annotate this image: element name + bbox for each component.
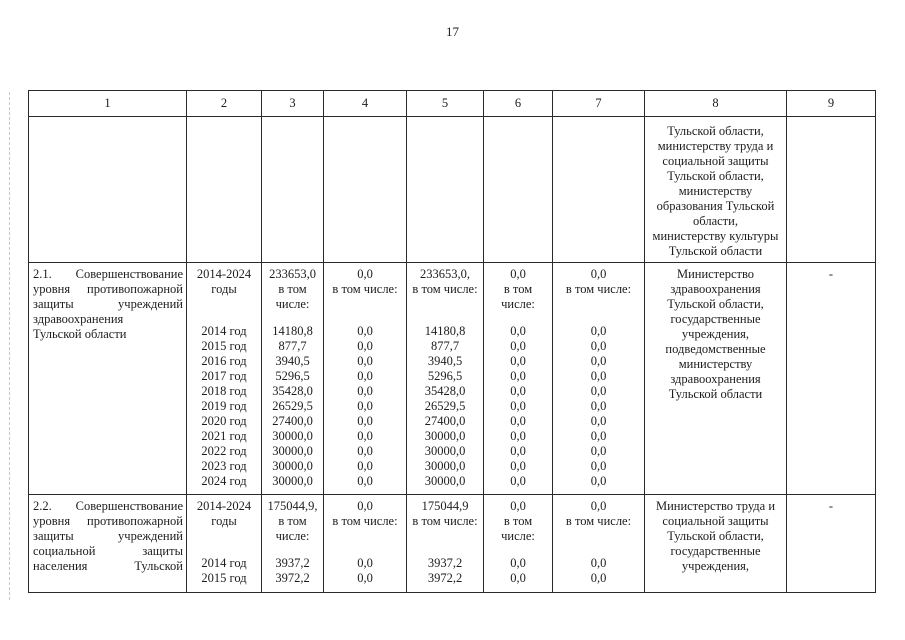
col6-summary-line: в том (503, 514, 533, 528)
col3-year-value: 3972,2 (275, 571, 310, 585)
header-col8: 8 (645, 91, 787, 117)
col4-summary-line: в том числе: (332, 282, 398, 296)
col7-cell (553, 263, 645, 495)
year-label: 2016 год (201, 354, 247, 368)
col4-year-value: 0,0 (357, 339, 373, 353)
responsible-line: министерству культуры (652, 229, 779, 243)
col7-year-value: 0,0 (590, 459, 607, 473)
year-label: 2022 год (201, 444, 247, 458)
page-number: 17 (446, 24, 459, 39)
col4-year-value: 0,0 (357, 384, 373, 398)
col5-summary-line: 233653,0, (420, 267, 470, 281)
year-label: 2015 год (201, 339, 247, 353)
col9-value: - (828, 499, 834, 513)
year-label: 2019 год (201, 399, 247, 413)
col4-summary-line: 0,0 (357, 499, 373, 513)
header-col2: 2 (187, 91, 262, 117)
col5-year-value: 3972,2 (427, 571, 463, 585)
responsible-line: Тульской области (668, 244, 763, 258)
col5-year-value: 26529,5 (424, 399, 466, 413)
col4-year-value: 0,0 (357, 354, 373, 368)
period-summary-line: годы (211, 282, 237, 296)
col7-year-value: 0,0 (590, 429, 607, 443)
col7-summary (555, 267, 642, 324)
responsible-line: социальной защиты (662, 514, 769, 528)
col6-year-value: 0,0 (510, 556, 526, 570)
measure-name-line: социальной защиты (33, 544, 183, 558)
year-label: 2020 год (201, 414, 247, 428)
col5-value-list (409, 556, 481, 586)
period-summary (189, 267, 259, 324)
col3-summary-line: в том (278, 514, 307, 528)
col6-value-list (486, 556, 550, 586)
col6-year-value: 0,0 (510, 339, 526, 353)
responsible-line: учреждения, (681, 559, 750, 573)
continuation-col7-cell (553, 117, 645, 263)
measure-name-cell (29, 263, 187, 495)
col9-value: - (828, 267, 834, 281)
responsible-line: подведомственные (665, 342, 766, 356)
col5-summary-line: в том числе: (412, 282, 478, 296)
col5-year-value: 30000,0 (424, 474, 466, 488)
col7-year-value: 0,0 (590, 384, 607, 398)
responsible-cell (645, 263, 787, 495)
col5-year-value: 30000,0 (424, 459, 466, 473)
responsible-line: государственные (670, 544, 761, 558)
col7-year-value: 0,0 (590, 369, 607, 383)
measure-name-line: здравоохранения (33, 312, 124, 326)
col6-year-value: 0,0 (510, 354, 526, 368)
continuation-col3-cell (262, 117, 324, 263)
header-col5: 5 (407, 91, 484, 117)
col7-summary-line: 0,0 (590, 267, 607, 281)
responsible-line: Министерство труда и (655, 499, 776, 513)
responsible-line: министерству труда и (657, 139, 774, 153)
col3-summary-line: 233653,0 (269, 267, 316, 281)
col3-summary-line: в том (278, 282, 307, 296)
col5-year-value: 35428,0 (424, 384, 466, 398)
year-list (189, 324, 259, 489)
continuation-col6-cell (484, 117, 553, 263)
responsible-line: образования Тульской (656, 199, 775, 213)
year-label: 2017 год (201, 369, 247, 383)
responsible-cell (645, 495, 787, 593)
year-list (189, 556, 259, 586)
period-summary (189, 499, 259, 556)
col7-summary-line: в том числе: (565, 282, 632, 296)
col3-cell (262, 495, 324, 593)
col3-summary (264, 499, 321, 556)
measure-name-line: 2.1. Совершенствование (33, 267, 183, 281)
col3-value-list (264, 324, 321, 489)
col4-summary-line: в том числе: (332, 514, 398, 528)
responsible-line: Тульской области, (667, 529, 764, 543)
col4-summary-line: 0,0 (357, 267, 373, 281)
col4-summary (326, 499, 404, 556)
responsible-line: Тульской области (668, 387, 763, 401)
col6-summary-line: в том (503, 282, 533, 296)
col4-cell (324, 495, 407, 593)
col5-summary-line: 175044,9 (421, 499, 469, 513)
col3-year-value: 3937,2 (275, 556, 310, 570)
continuation-col5-cell (407, 117, 484, 263)
col6-summary-line: числе: (501, 529, 535, 543)
col3-year-value: 30000,0 (272, 444, 313, 458)
col5-year-value: 14180,8 (424, 324, 466, 338)
year-label: 2023 год (201, 459, 247, 473)
year-label: 2024 год (201, 474, 247, 488)
col3-year-value: 30000,0 (272, 459, 313, 473)
header-col6: 6 (484, 91, 553, 117)
col5-value-list (409, 324, 481, 489)
responsible-line: учреждения, (681, 327, 750, 341)
col6-year-value: 0,0 (510, 571, 526, 585)
measure-name-line: защиты учреждений (33, 297, 183, 311)
year-label: 2015 год (201, 571, 247, 585)
col4-value-list (326, 324, 404, 489)
col4-year-value: 0,0 (357, 556, 373, 570)
continuation-responsible-cell (645, 117, 787, 263)
col7-summary (555, 499, 642, 556)
col5-year-value: 3937,2 (427, 556, 463, 570)
col4-year-value: 0,0 (357, 571, 373, 585)
col7-year-value: 0,0 (590, 414, 607, 428)
year-label: 2018 год (201, 384, 247, 398)
period-summary-line: 2014-2024 (196, 267, 252, 281)
measure-name-line: уровня противопожарной (33, 514, 183, 528)
responsible-line: здравоохранения (670, 372, 761, 386)
col6-summary-line: 0,0 (510, 267, 526, 281)
measure-name-cell (29, 495, 187, 593)
responsible-line: Тульской области, (667, 297, 764, 311)
col7-cell (553, 495, 645, 593)
col3-year-value: 35428,0 (272, 384, 313, 398)
responsible-line: министерству (678, 357, 753, 371)
col6-year-value: 0,0 (510, 369, 526, 383)
col3-year-value: 27400,0 (272, 414, 313, 428)
col6-year-value: 0,0 (510, 399, 526, 413)
col5-summary (409, 499, 481, 556)
col7-year-value: 0,0 (590, 444, 607, 458)
continuation-col4-cell (324, 117, 407, 263)
period-summary-line: 2014-2024 (196, 499, 252, 513)
col4-year-value: 0,0 (357, 369, 373, 383)
col7-value-list (555, 324, 642, 489)
measure-name-line: защиты учреждений (33, 529, 183, 543)
col4-year-value: 0,0 (357, 444, 373, 458)
col3-year-value: 30000,0 (272, 429, 313, 443)
col3-summary-line: числе: (275, 297, 310, 311)
continuation-col2-cell (187, 117, 262, 263)
col7-year-value: 0,0 (590, 324, 607, 338)
responsible-line: Тульской области, (667, 169, 764, 183)
col6-year-value: 0,0 (510, 324, 526, 338)
measure-name-line: населения Тульской (33, 559, 183, 573)
col7-year-value: 0,0 (590, 354, 607, 368)
col9-cell (787, 495, 876, 593)
scan-edge-mark (9, 92, 10, 600)
header-col7: 7 (553, 91, 645, 117)
responsible-line: Министерство (676, 267, 755, 281)
col5-cell (407, 495, 484, 593)
col6-year-value: 0,0 (510, 444, 526, 458)
responsible-line: государственные (670, 312, 761, 326)
responsible-line: здравоохранения (670, 282, 761, 296)
measure-name-line: Тульской области (33, 327, 127, 341)
col3-summary-line: 175044,9, (267, 499, 318, 513)
col6-summary-line: числе: (501, 297, 535, 311)
header-col4: 4 (324, 91, 407, 117)
col7-year-value: 0,0 (590, 399, 607, 413)
col3-year-value: 14180,8 (272, 324, 313, 338)
year-label: 2014 год (201, 556, 247, 570)
col5-year-value: 5296,5 (427, 369, 463, 383)
col6-cell (484, 263, 553, 495)
col6-summary (486, 499, 550, 556)
col7-summary-line: в том числе: (565, 514, 632, 528)
col7-year-value: 0,0 (590, 556, 607, 570)
col6-summary (486, 267, 550, 324)
col6-value-list (486, 324, 550, 489)
col9-cell (787, 263, 876, 495)
col5-year-value: 30000,0 (424, 444, 466, 458)
col3-year-value: 5296,5 (275, 369, 310, 383)
col7-summary-line: 0,0 (590, 499, 607, 513)
year-label: 2014 год (201, 324, 247, 338)
col5-year-value: 3940,5 (427, 354, 463, 368)
col3-cell (262, 263, 324, 495)
col3-value-list (264, 556, 321, 586)
col5-year-value: 27400,0 (424, 414, 466, 428)
col4-value-list (326, 556, 404, 586)
col3-summary-line: числе: (275, 529, 310, 543)
col4-year-value: 0,0 (357, 399, 373, 413)
col3-year-value: 26529,5 (272, 399, 313, 413)
col3-year-value: 877,7 (278, 339, 307, 353)
program-table (28, 90, 876, 593)
continuation-col9-cell (787, 117, 876, 263)
col3-summary (264, 267, 321, 324)
col6-cell (484, 495, 553, 593)
col3-year-value: 30000,0 (272, 474, 313, 488)
period-cell (187, 495, 262, 593)
col7-year-value: 0,0 (590, 571, 607, 585)
col4-year-value: 0,0 (357, 324, 373, 338)
col6-year-value: 0,0 (510, 414, 526, 428)
period-cell (187, 263, 262, 495)
responsible-line: Тульской области, (667, 124, 764, 138)
continuation-col1-cell (29, 117, 187, 263)
col7-year-value: 0,0 (590, 474, 607, 488)
year-label: 2021 год (201, 429, 247, 443)
col7-year-value: 0,0 (590, 339, 607, 353)
responsible-line: министерству (678, 184, 753, 198)
responsible-line: области, (693, 214, 738, 228)
col6-year-value: 0,0 (510, 474, 526, 488)
col4-year-value: 0,0 (357, 474, 373, 488)
header-col1: 1 (29, 91, 187, 117)
col4-summary (326, 267, 404, 324)
col5-summary (409, 267, 481, 324)
measure-name-line: 2.2. Совершенствование (33, 499, 183, 513)
header-col3: 3 (262, 91, 324, 117)
period-summary-line: годы (211, 514, 237, 528)
col6-summary-line: 0,0 (510, 499, 526, 513)
header-col9: 9 (787, 91, 876, 117)
measure-name-line: уровня противопожарной (33, 282, 183, 296)
col4-cell (324, 263, 407, 495)
col6-year-value: 0,0 (510, 429, 526, 443)
col5-year-value: 30000,0 (424, 429, 466, 443)
col3-year-value: 3940,5 (275, 354, 310, 368)
col6-year-value: 0,0 (510, 384, 526, 398)
col5-cell (407, 263, 484, 495)
col5-year-value: 877,7 (430, 339, 460, 353)
col6-year-value: 0,0 (510, 459, 526, 473)
col4-year-value: 0,0 (357, 414, 373, 428)
col7-value-list (555, 556, 642, 586)
responsible-line: социальной защиты (662, 154, 769, 168)
col5-summary-line: в том числе: (412, 514, 478, 528)
col4-year-value: 0,0 (357, 429, 373, 443)
col4-year-value: 0,0 (357, 459, 373, 473)
